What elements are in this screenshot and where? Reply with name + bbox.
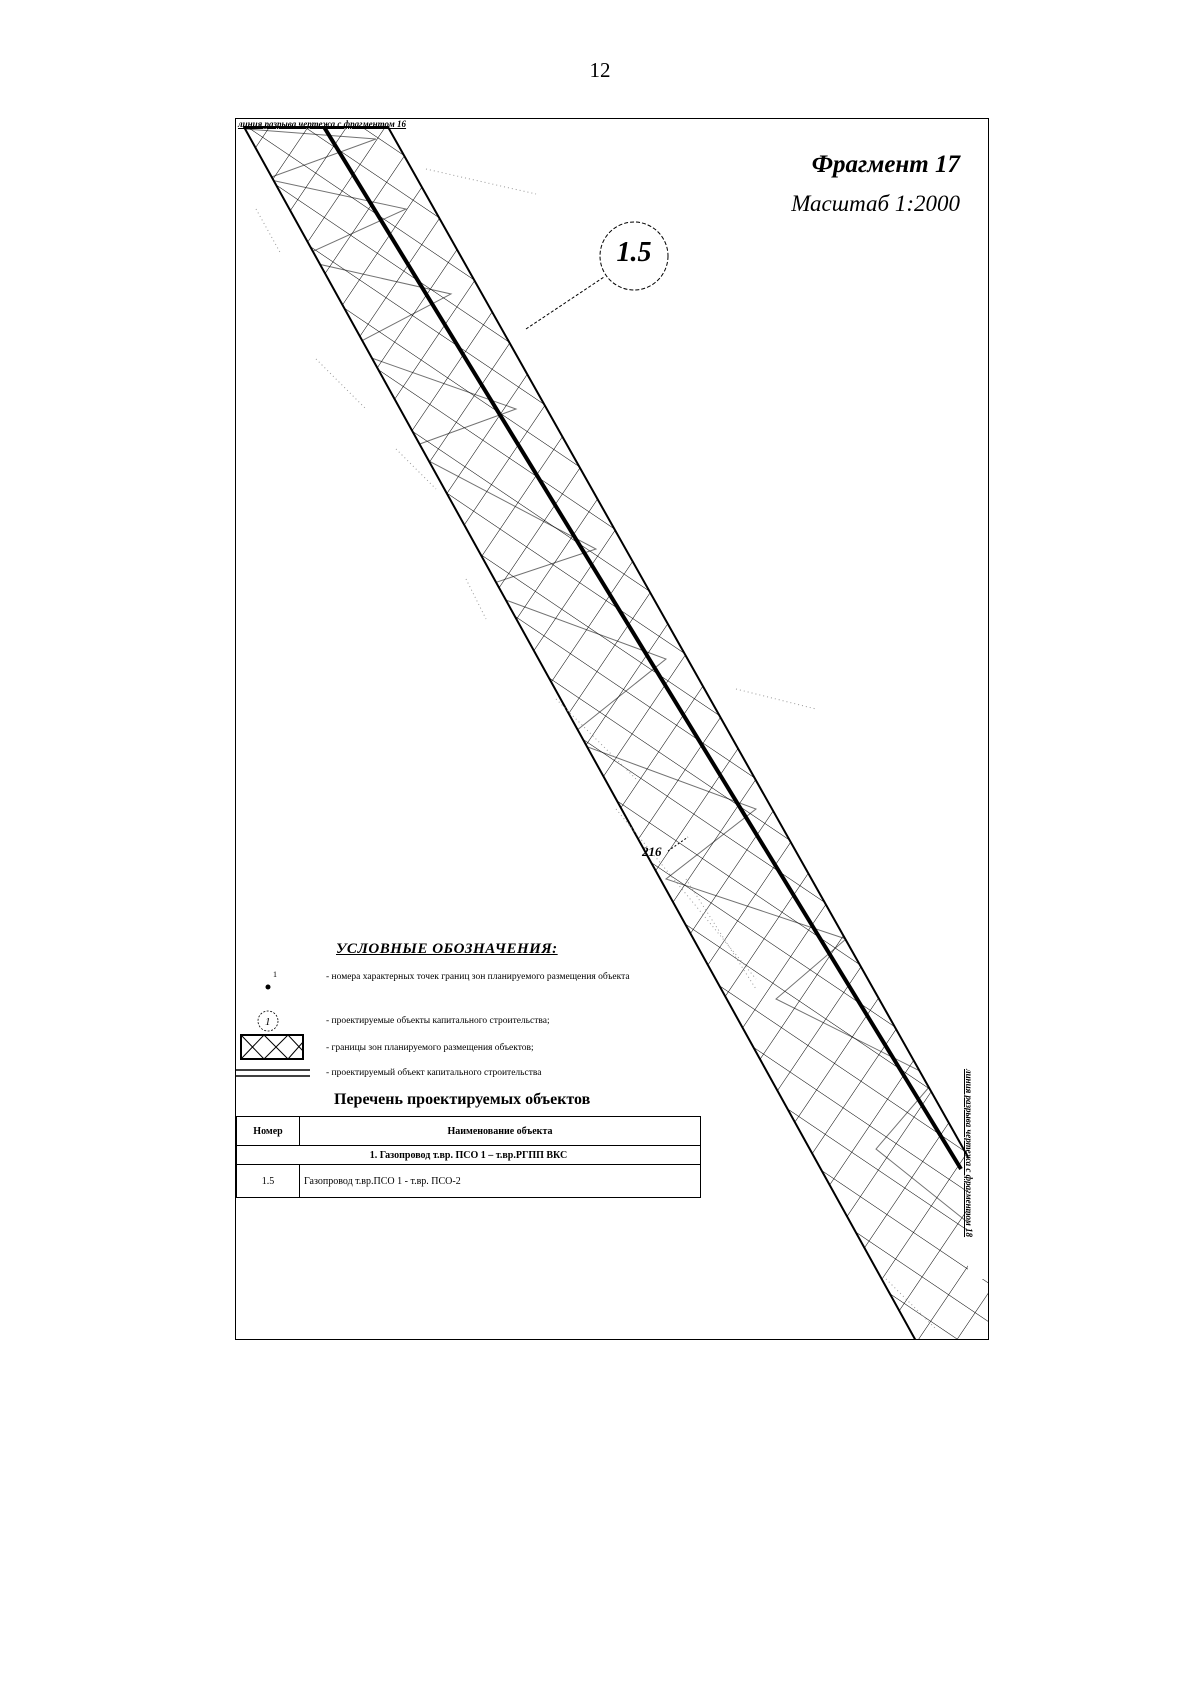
map-sheet bbox=[235, 118, 989, 1340]
table-header-row bbox=[237, 1117, 701, 1146]
point-number-label: 216 bbox=[642, 844, 662, 859]
legend-item-text: - границы зон планируемого размещения объектов; bbox=[326, 1043, 534, 1053]
legend-title: УСЛОВНЫЕ ОБОЗНАЧЕНИЯ: bbox=[336, 941, 558, 957]
legend-item-text: - номера характерных точек границ зон планируемого размещения объекта bbox=[326, 972, 630, 982]
object-name: Газопровод т.вр.ПСО 1 - т.вр. ПСО-2 bbox=[300, 1165, 701, 1198]
circled-number-icon bbox=[250, 1009, 286, 1033]
break-line-top-label: линия разрыва чертежа с фрагментом 16 bbox=[238, 119, 407, 129]
object-callout-label: 1.5 bbox=[616, 237, 652, 268]
table-group-row bbox=[237, 1146, 701, 1165]
hatched-zone-icon bbox=[240, 1034, 304, 1060]
fragment-title: Фрагмент 17 bbox=[811, 151, 960, 178]
column-header-number: Номер bbox=[237, 1117, 300, 1146]
svg-text:1: 1 bbox=[273, 970, 277, 979]
legend-item-text: - проектируемые объекты капитального строительства; bbox=[326, 1016, 550, 1026]
objects-table-title: Перечень проектируемых объектов bbox=[334, 1091, 591, 1108]
column-header-name: Наименование объекта bbox=[300, 1117, 701, 1146]
callout-leader bbox=[526, 277, 604, 329]
page-number: 12 bbox=[589, 58, 611, 82]
objects-table bbox=[236, 1116, 701, 1198]
table-row bbox=[237, 1165, 701, 1198]
circled-number-text: 1 bbox=[265, 1016, 271, 1028]
double-line-icon bbox=[236, 1067, 310, 1079]
object-number: 1.5 bbox=[237, 1165, 300, 1198]
legend-item-text: - проектируемый объект капитального строительства bbox=[326, 1068, 542, 1078]
group-title: 1. Газопровод т.вр. ПСО 1 – т.вр.РГПП ВКС bbox=[237, 1146, 701, 1165]
fragment-scale: Масштаб 1:2000 bbox=[791, 191, 960, 216]
point-number-icon bbox=[256, 967, 286, 997]
break-line-right-label: линия разрыва чертежа с фрагментом 18 bbox=[964, 1069, 974, 1238]
